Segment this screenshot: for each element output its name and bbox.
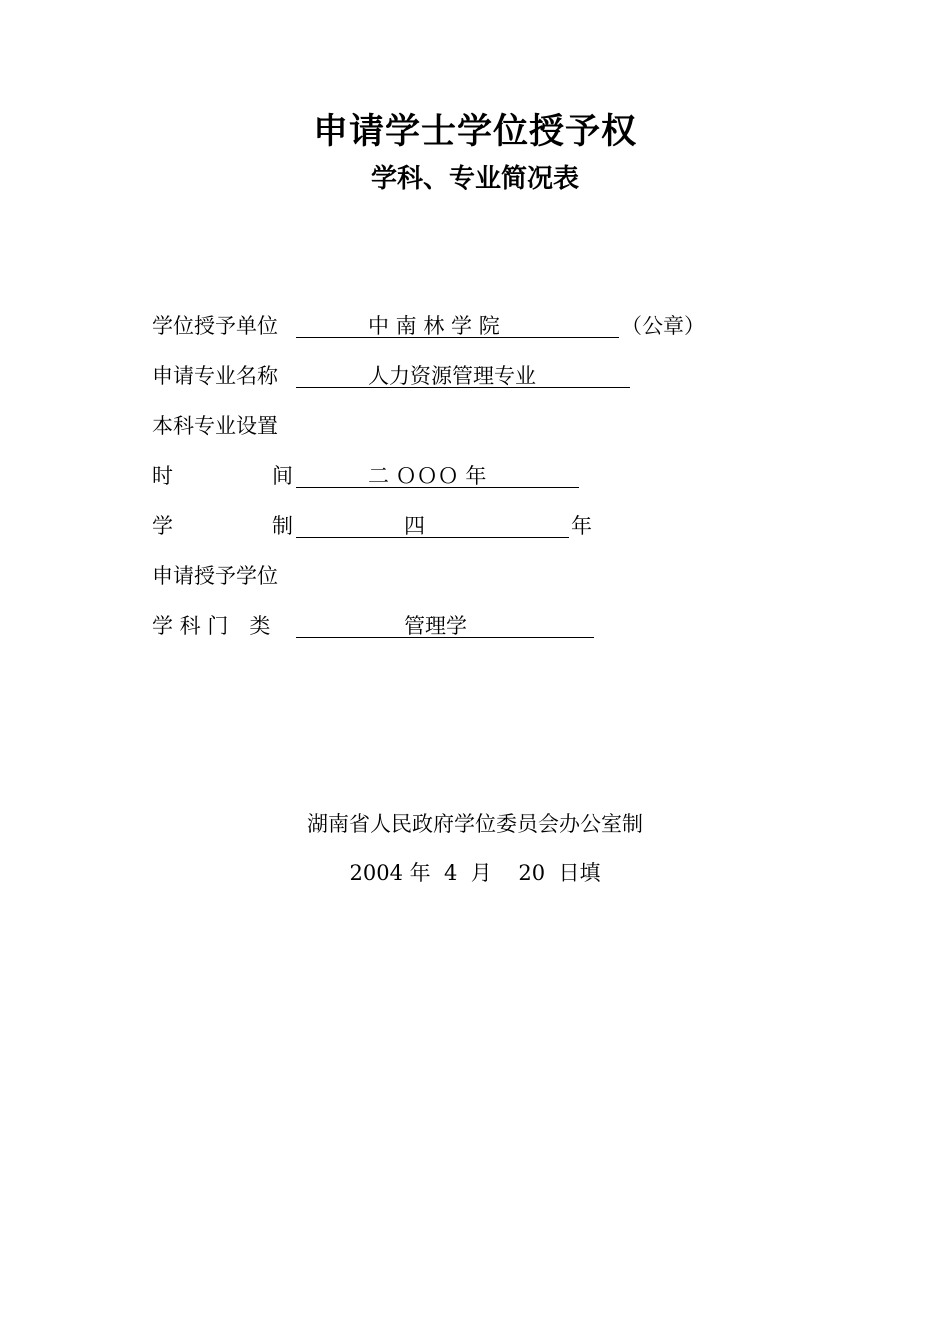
time-label-b: 间 (272, 464, 293, 488)
fill-date: 2004 年 4 月 20 日填 (349, 861, 601, 885)
category-row (152, 611, 752, 641)
document-subtitle: 学科、专业简况表 (370, 164, 579, 194)
degree-heading-row (152, 561, 752, 591)
setup-heading-label: 本科专业设置 (152, 414, 278, 438)
issuing-office: 湖南省人民政府学位委员会办公室制 (307, 812, 643, 836)
duration-label-a: 学 (152, 514, 173, 538)
document-title: 申请学士学位授予权 (312, 112, 637, 152)
duration-field-line (296, 511, 569, 538)
setup-heading-row (152, 411, 752, 441)
duration-value: 四 (404, 514, 425, 538)
unit-label: 学位授予单位 (152, 314, 278, 338)
degree-heading-label: 申请授予学位 (152, 564, 278, 588)
duration-row (152, 511, 752, 541)
major-row (152, 361, 752, 391)
time-label-a: 时 (152, 464, 173, 488)
major-label: 申请专业名称 (152, 364, 278, 388)
unit-value: 中 南 林 学 院 (368, 314, 500, 338)
time-row (152, 461, 752, 491)
duration-unit: 年 (571, 514, 592, 538)
time-value: 二 ＯＯＯ 年 (368, 464, 487, 488)
major-value: 人力资源管理专业 (368, 364, 536, 388)
unit-row (152, 311, 752, 341)
seal-note: （公章） (621, 314, 705, 338)
category-value: 管理学 (404, 614, 467, 638)
category-label: 学 科 门 类 (152, 614, 271, 638)
duration-label-b: 制 (272, 514, 293, 538)
